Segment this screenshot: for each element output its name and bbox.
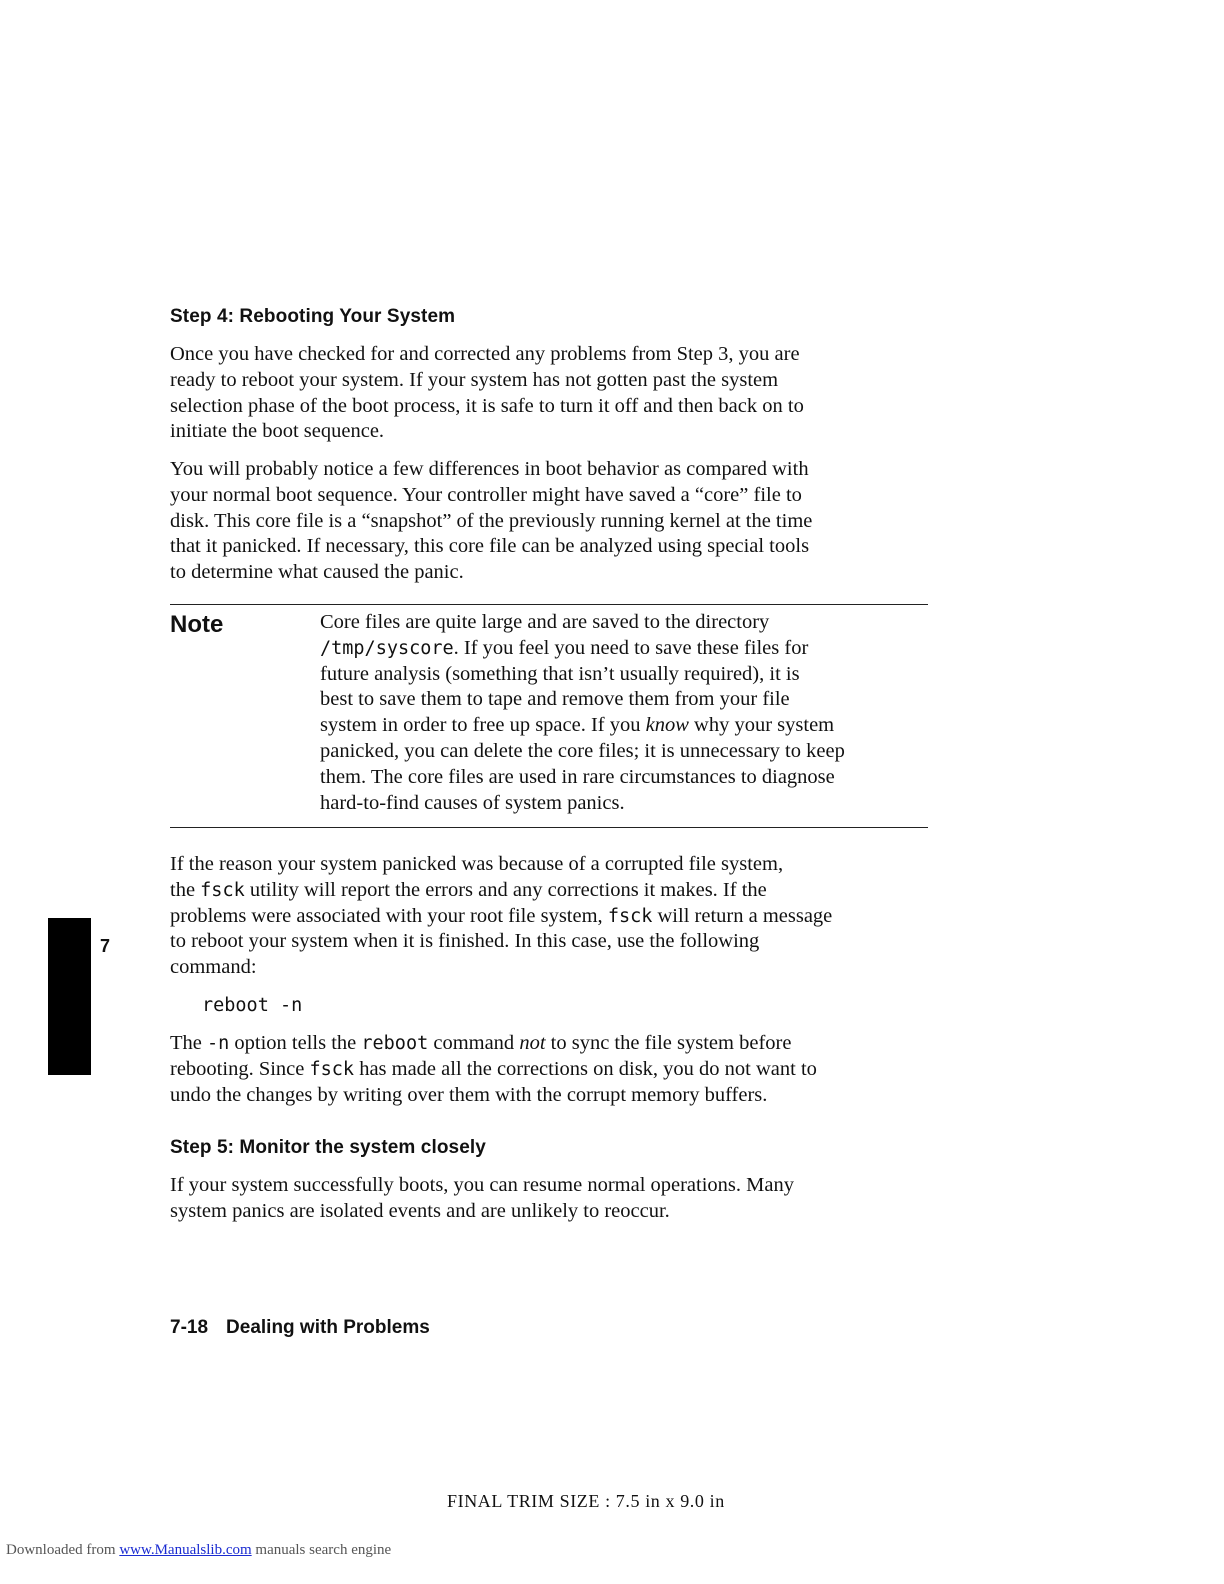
text-line: system panics are isolated events and are unlikely to reoccur. xyxy=(170,1199,670,1222)
download-notice xyxy=(6,1542,391,1559)
text-line xyxy=(170,878,940,904)
text-line xyxy=(170,1031,940,1057)
step4-paragraph-1 xyxy=(170,342,940,445)
text-fragment: command xyxy=(428,1032,520,1054)
text-line: your normal boot sequence. Your controller might have saved a “core” file to xyxy=(170,483,802,506)
fsck-paragraph xyxy=(170,852,940,981)
download-prefix: Downloaded from xyxy=(6,1542,120,1558)
inline-code: fsck xyxy=(309,1058,355,1080)
text-fragment: will return a message xyxy=(652,904,833,927)
text-line: If your system successfully boots, you can resume normal operations. Many xyxy=(170,1174,794,1196)
text-line: You will probably notice a few differences in boot behavior as compared with xyxy=(170,458,809,480)
inline-code: fsck xyxy=(607,905,653,927)
text-fragment: has made all the corrections on disk, you do not want to xyxy=(354,1057,817,1080)
text-fragment: to sync the file system before xyxy=(545,1032,792,1054)
text-line: command: xyxy=(170,956,257,979)
text-line: hard-to-find causes of system panics. xyxy=(320,791,625,814)
step4-paragraph-2 xyxy=(170,457,940,586)
chapter-tab-marker xyxy=(48,918,91,1075)
footer-title: Dealing with Problems xyxy=(226,1317,430,1338)
page-footer xyxy=(170,1317,430,1339)
text-line: that it panicked. If necessary, this core file can be analyzed using special tools xyxy=(170,535,810,558)
text-line: to determine what caused the panic. xyxy=(170,561,464,584)
chapter-tab-number: 7 xyxy=(100,936,111,956)
inline-code: -n xyxy=(207,1033,230,1054)
inline-code: reboot xyxy=(361,1033,429,1054)
text-fragment: why your system xyxy=(688,714,835,737)
text-line: Core files are quite large and are saved to the directory xyxy=(320,611,770,633)
text-line: panicked, you can delete the core files; it is unnecessary to keep xyxy=(320,739,845,762)
step5-paragraph xyxy=(170,1173,940,1225)
download-suffix: manuals search engine xyxy=(251,1542,392,1558)
text-fragment: system in order to free up space. If you xyxy=(320,714,646,737)
option-paragraph xyxy=(170,1031,940,1108)
inline-code: fsck xyxy=(200,879,245,901)
text-fragment: rebooting. Since xyxy=(170,1057,310,1080)
text-fragment: utility will report the errors and any corrections it makes. If the xyxy=(244,878,767,901)
text-line: to reboot your system when it is finished. In this case, use the following xyxy=(170,930,760,953)
page-number: 7-18 xyxy=(170,1317,209,1338)
text-line xyxy=(320,713,930,739)
path-code: /tmp/syscore xyxy=(320,637,454,659)
emphasis: not xyxy=(519,1032,546,1054)
text-fragment: problems were associated with your root file system, xyxy=(170,904,608,927)
note-top-rule xyxy=(170,604,928,605)
text-fragment: the xyxy=(170,878,201,901)
trim-size-note: FINAL TRIM SIZE : 7.5 in x 9.0 in xyxy=(447,1491,725,1511)
note-bottom-rule xyxy=(170,827,928,828)
manualslib-link[interactable]: www.Manualslib.com xyxy=(119,1542,252,1558)
text-line xyxy=(170,1057,940,1083)
note-body xyxy=(320,610,930,816)
note-label: Note xyxy=(170,611,224,638)
text-fragment: . If you feel you need to save these files for xyxy=(453,636,809,659)
text-line xyxy=(170,904,940,930)
text-line: disk. This core file is a “snapshot” of the previously running kernel at the time xyxy=(170,509,813,532)
text-line: them. The core files are used in rare circumstances to diagnose xyxy=(320,765,835,788)
text-line xyxy=(320,636,930,662)
text-line: Once you have checked for and corrected any problems from Step 3, you are xyxy=(170,343,800,365)
text-fragment: The xyxy=(170,1032,207,1054)
text-line: undo the changes by writing over them with the corrupt memory buffers. xyxy=(170,1083,768,1106)
command-code-block: reboot -n xyxy=(202,995,303,1016)
text-line: future analysis (something that isn’t usually required), it is xyxy=(320,662,800,685)
step4-heading: Step 4: Rebooting Your System xyxy=(170,306,456,327)
text-fragment: option tells the xyxy=(229,1032,362,1054)
text-line: ready to reboot your system. If your system has not gotten past the system xyxy=(170,368,779,391)
text-line: best to save them to tape and remove them from your file xyxy=(320,688,790,711)
text-line: If the reason your system panicked was because of a corrupted file system, xyxy=(170,853,784,875)
text-line: initiate the boot sequence. xyxy=(170,420,385,443)
emphasis: know xyxy=(645,714,689,737)
step5-heading: Step 5: Monitor the system closely xyxy=(170,1137,486,1158)
text-line: selection phase of the boot process, it is safe to turn it off and then back on to xyxy=(170,394,804,417)
